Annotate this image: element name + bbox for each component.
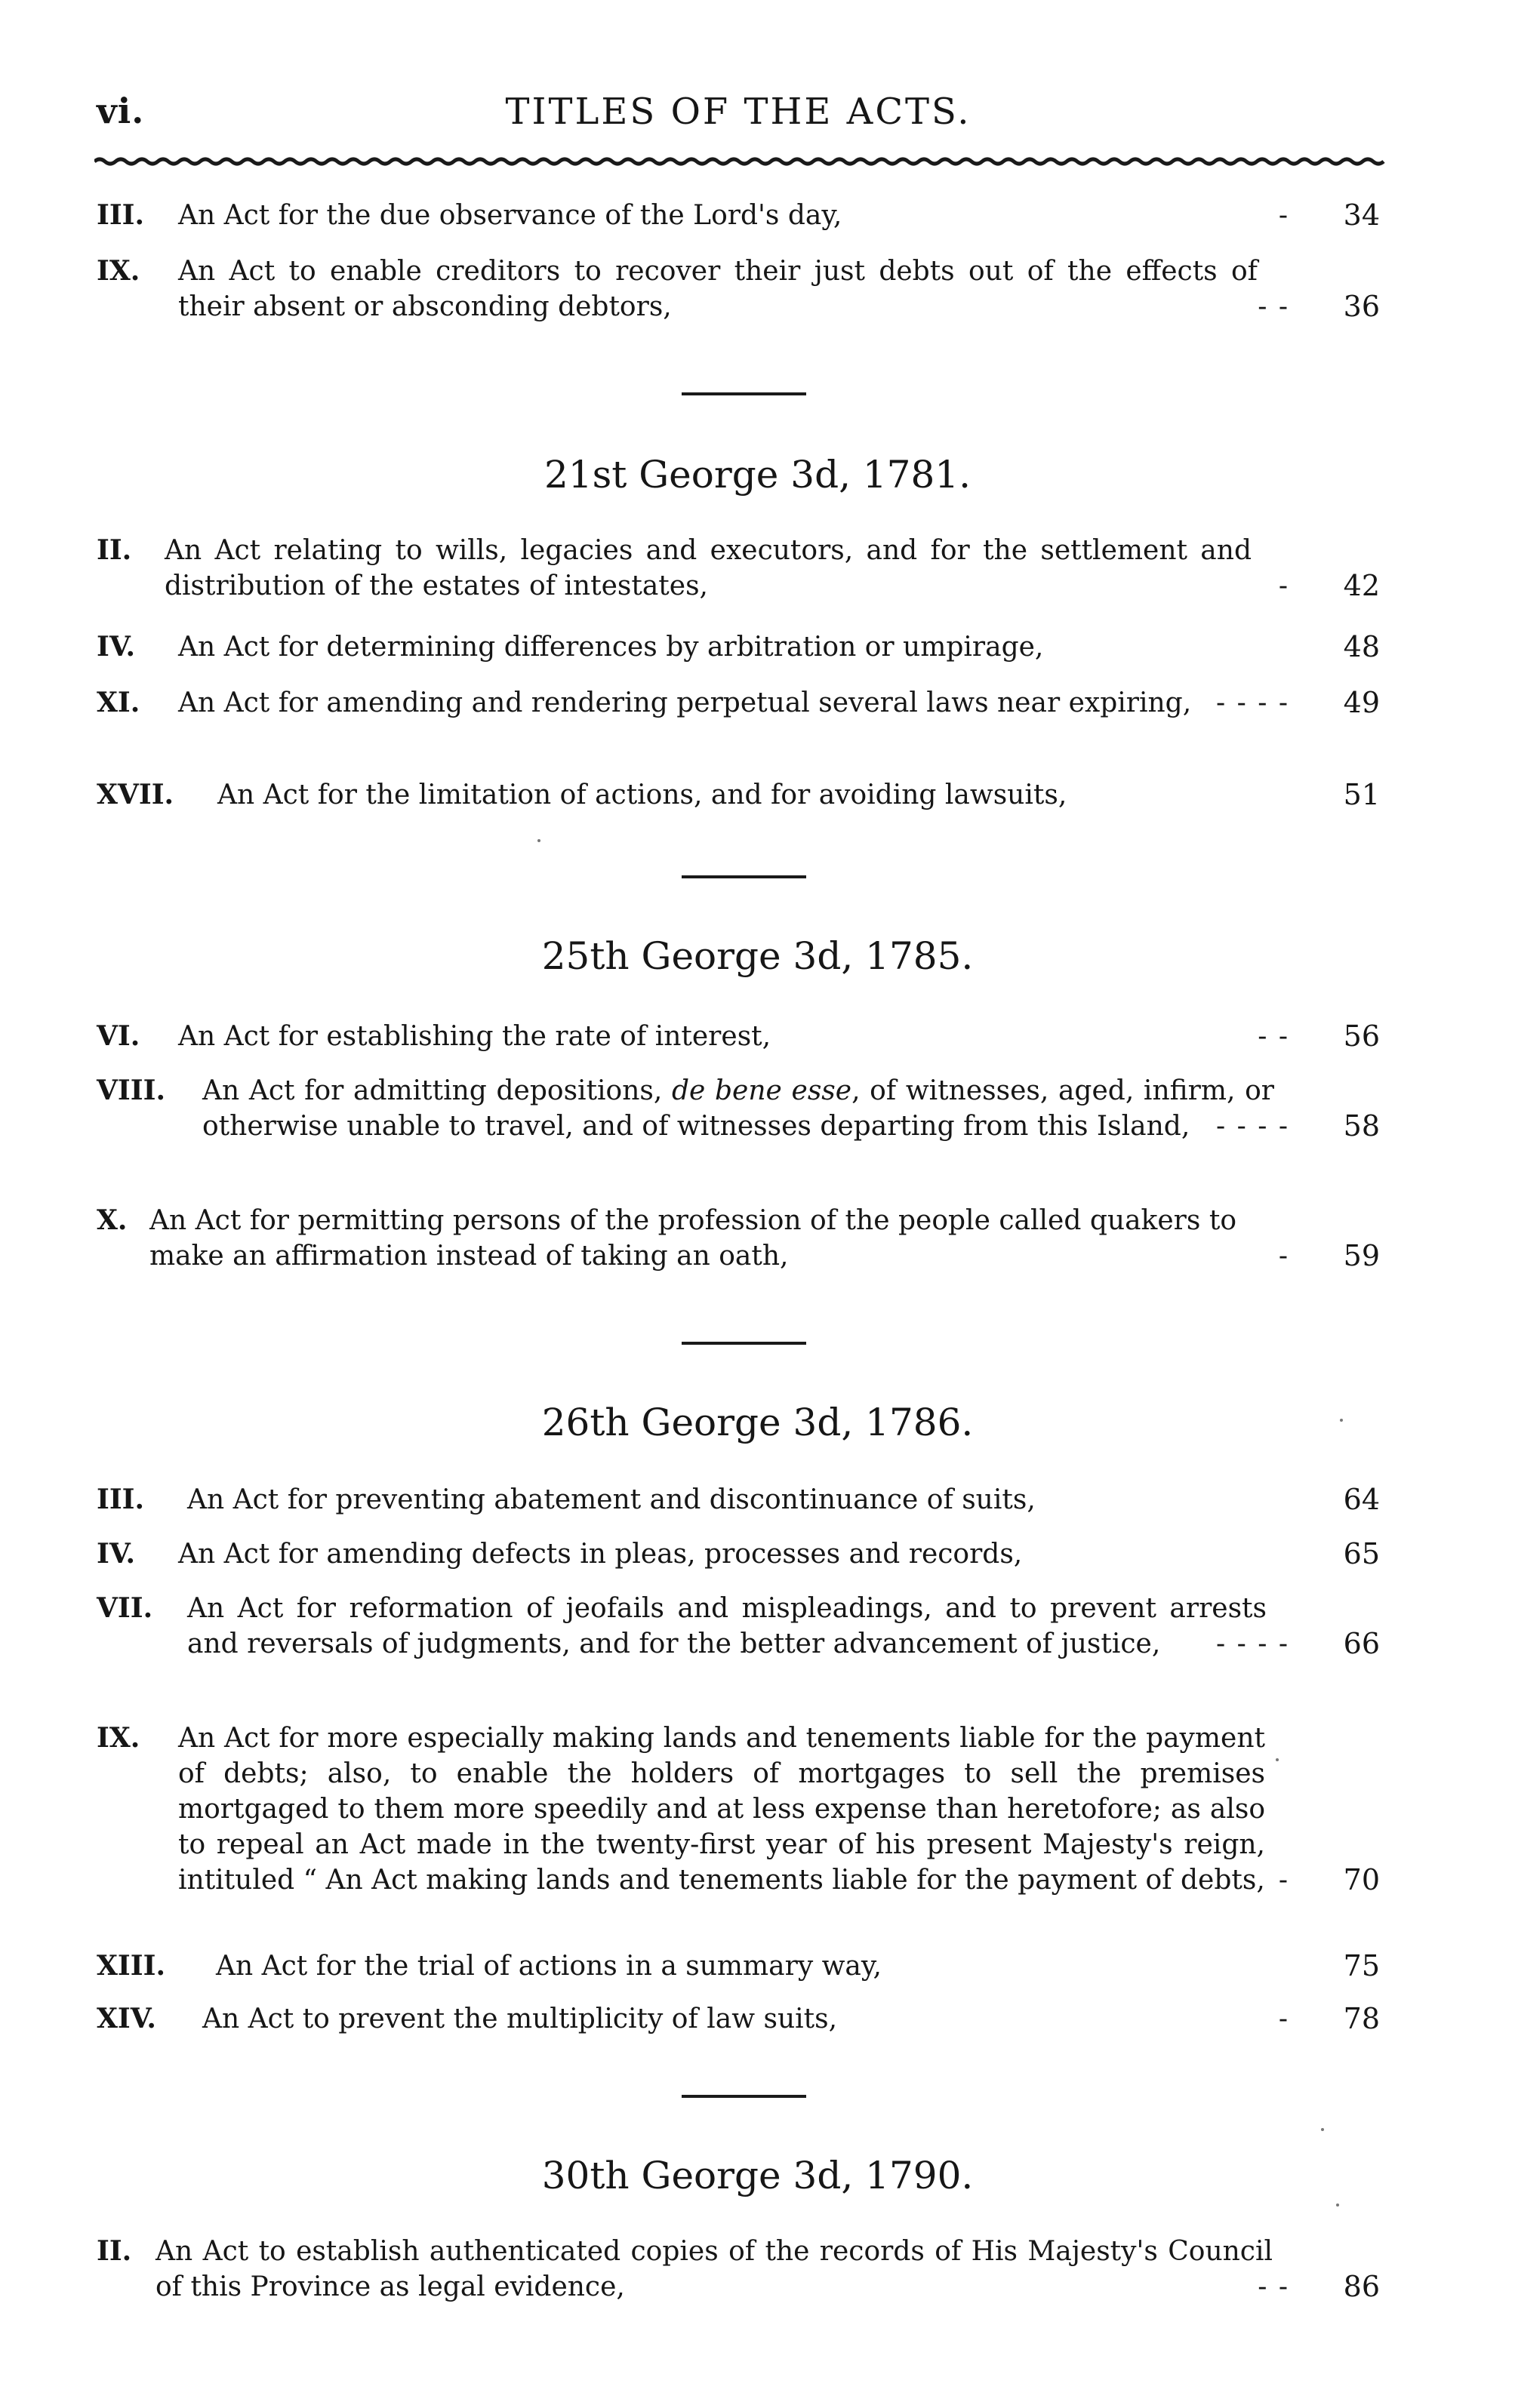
act-title: An Act relating to wills, legacies and executors, and for the settlement and distribution of the estates of intestates, — [165, 535, 1252, 601]
list-item — [97, 2234, 1380, 2305]
act-title: An Act for determining differences by arbitration or umpirage, — [178, 632, 1044, 663]
page-ref: 49 — [1343, 686, 1380, 719]
act-number: IV. — [97, 631, 136, 663]
scan-speck — [537, 839, 540, 842]
act-title: An Act for preventing abatement and discontinuance of suits, — [187, 1484, 1036, 1515]
page-ref: 75 — [1343, 1949, 1380, 1982]
act-title: An Act for the due observance of the Lord's day, — [178, 200, 842, 231]
scan-speck — [1276, 1758, 1279, 1761]
page-ref: 70 — [1343, 1863, 1380, 1896]
act-number: VIII. — [97, 1075, 165, 1106]
leader-dashes: - — [1278, 570, 1289, 601]
page-ref: 59 — [1343, 1239, 1380, 1272]
page-ref: 58 — [1343, 1109, 1380, 1142]
act-title: An Act for more especially making lands and tenements liable for the payment of debts; also, to enable the holders of mortgages to sell the premises mortgaged to them more speedily and at less expense than heretofore; as also to repeal an Act made in the twenty-first year of his present Majesty's reign, intituled “ An Act making lands and tenements liable for the payment of debts, — [178, 1723, 1265, 1896]
scan-speck — [1321, 2128, 1324, 2131]
list-item — [97, 1948, 1380, 1984]
page-ref: 36 — [1343, 290, 1380, 323]
page-ref: 42 — [1343, 569, 1380, 602]
page-ref: 64 — [1343, 1483, 1380, 1516]
section-title: 25th George 3d, 1785. — [541, 934, 974, 978]
page-title: TITLES OF THE ACTS. — [505, 91, 972, 133]
list-item — [97, 1482, 1380, 1518]
leader-dashes: - — [1278, 1241, 1289, 1272]
page-ref: 48 — [1343, 630, 1380, 663]
act-number: XIV. — [97, 2003, 156, 2034]
leader-dashes: - - - - — [1216, 687, 1289, 718]
act-title: An Act to enable creditors to recover their just debts out of the effects of their absent or absconding debtors, — [178, 256, 1258, 322]
act-number: XVII. — [97, 779, 174, 810]
page-ref: 34 — [1343, 198, 1380, 232]
list-item — [97, 1721, 1380, 1898]
act-number: VI. — [97, 1020, 140, 1052]
leader-dashes: - - — [1258, 291, 1289, 322]
leader-dashes: - - — [1258, 1021, 1289, 1052]
act-title: An Act for amending and rendering perpetual several laws near expiring, — [178, 687, 1192, 718]
list-item — [97, 2001, 1380, 2037]
list-item — [97, 1019, 1380, 1054]
leader-dashes: - - - - — [1216, 1111, 1289, 1142]
act-title: An Act to prevent the multiplicity of law suits, — [202, 2004, 838, 2034]
act-title: An Act for the limitation of actions, and for avoiding lawsuits, — [217, 780, 1067, 810]
act-number: VII. — [97, 1592, 153, 1624]
act-number: III. — [97, 199, 145, 231]
act-title: An Act for amending defects in pleas, processes and records, — [178, 1539, 1023, 1570]
page-ref: 56 — [1343, 1019, 1380, 1053]
act-number: X. — [97, 1204, 128, 1236]
page-ref: 65 — [1343, 1537, 1380, 1570]
act-number: XI. — [97, 687, 140, 718]
section-divider — [682, 392, 806, 395]
leader-dashes: - - - - — [1216, 1628, 1289, 1659]
section-title: 26th George 3d, 1786. — [541, 1401, 974, 1444]
section-divider — [682, 1342, 806, 1345]
section-title: 21st George 3d, 1781. — [543, 453, 972, 497]
leader-dashes: - - — [1258, 2271, 1289, 2302]
page-ref: 66 — [1343, 1627, 1380, 1660]
act-number: IV. — [97, 1538, 136, 1570]
act-number: II. — [97, 534, 132, 566]
act-number: IX. — [97, 1722, 140, 1754]
leader-dashes: - — [1278, 1865, 1289, 1896]
page-ref: 86 — [1343, 2270, 1380, 2303]
list-item — [97, 685, 1380, 721]
page-number: vi. — [97, 91, 145, 131]
list-item — [97, 1536, 1380, 1572]
act-title: An Act for reformation of jeofails and mispleadings, and to prevent arrests and reversals of judgments, and for the better advancement of justice, — [187, 1593, 1267, 1659]
leader-dashes: - — [1278, 2004, 1289, 2034]
act-number: II. — [97, 2235, 132, 2267]
act-title: An Act for admitting depositions, de bene esse, of witnesses, aged, infirm, or otherwise unable to travel, and of witnesses departing from this Island, — [202, 1075, 1274, 1142]
list-item — [97, 1203, 1380, 1274]
act-title: An Act for the trial of actions in a summary way, — [216, 1951, 882, 1982]
list-item — [97, 629, 1380, 665]
section-divider — [682, 2095, 806, 2098]
wavy-rule — [94, 154, 1385, 169]
list-item — [97, 1591, 1380, 1662]
leader-dashes: - — [1278, 200, 1289, 231]
act-title: An Act for permitting persons of the profession of the people called quakers to make an affirmation instead of taking an oath, — [149, 1205, 1236, 1272]
act-title: An Act for establishing the rate of interest, — [178, 1021, 771, 1052]
act-title: An Act to establish authenticated copies of the records of His Majesty's Council of this Province as legal evidence, — [156, 2236, 1273, 2302]
list-item — [97, 777, 1380, 813]
scan-speck — [1340, 1419, 1343, 1422]
running-head — [97, 91, 1380, 143]
list-item — [97, 1073, 1380, 1144]
page-ref: 78 — [1343, 2002, 1380, 2035]
list-item — [97, 533, 1380, 604]
list-item — [97, 198, 1380, 233]
list-item — [97, 254, 1380, 324]
scan-speck — [1336, 2203, 1339, 2207]
act-number: IX. — [97, 255, 140, 287]
page-ref: 51 — [1343, 778, 1380, 811]
act-number: III. — [97, 1484, 145, 1515]
act-number: XIII. — [97, 1950, 165, 1982]
section-title: 30th George 3d, 1790. — [541, 2154, 974, 2197]
section-divider — [682, 875, 806, 878]
